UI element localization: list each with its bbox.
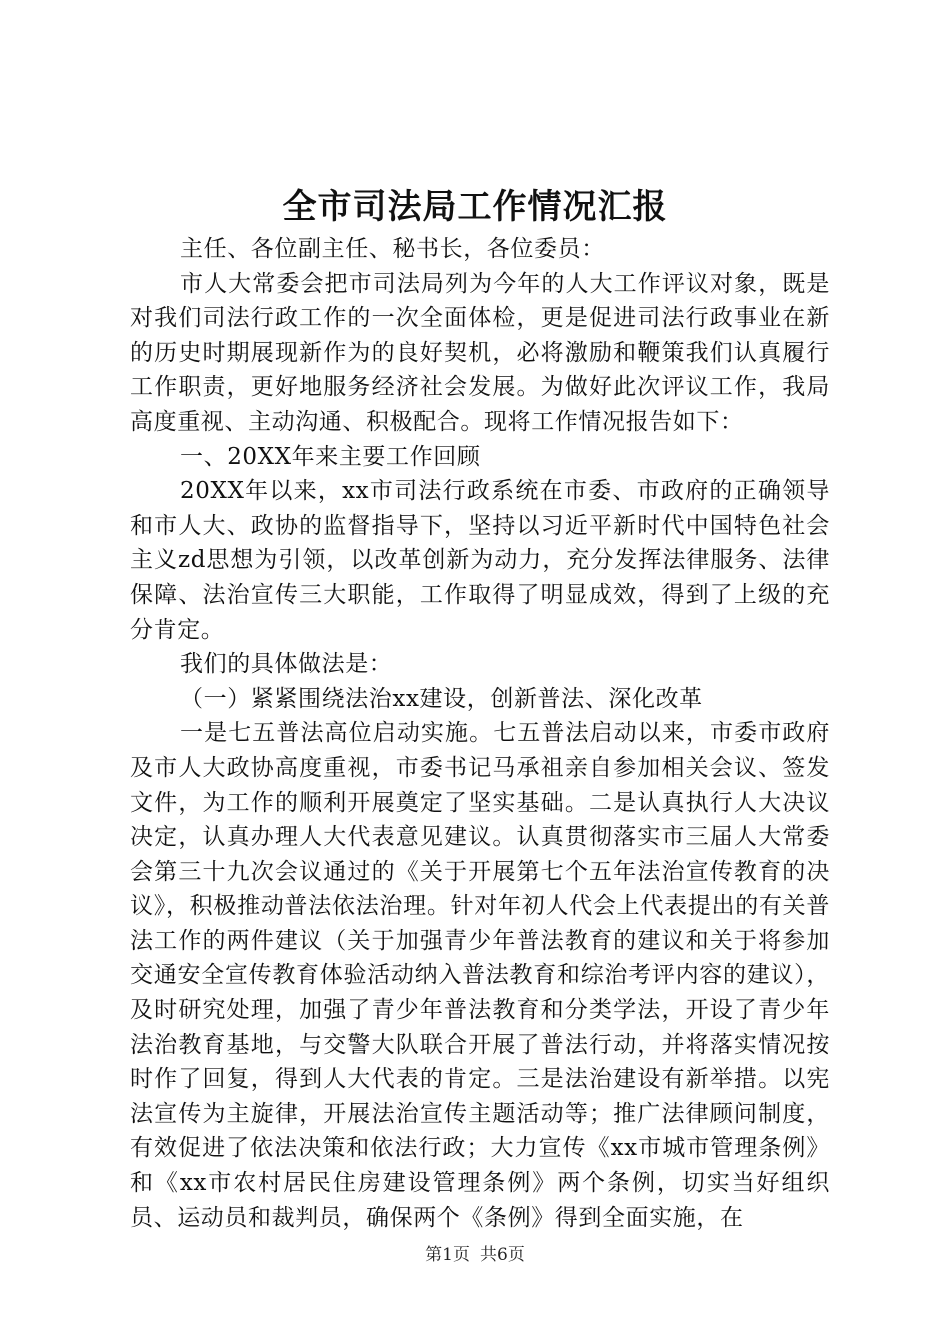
page-footer <box>0 1243 950 1267</box>
page-number: 第1页 <box>425 1245 470 1265</box>
overview-paragraph: 20XX年以来，xx市司法行政系统在市委、市政府的正确领导和市人大、政协的监督指导下，坚持以习近平新时代中国特色社会主义zd思想为引领，以改革创新为动力，充分发挥法律服务、法律保障、法治宣传三大职能，工作取得了明显成效，得到了上级的充分肯定。 <box>130 478 830 643</box>
page-total: 共6页 <box>480 1245 525 1265</box>
method-intro-paragraph: 我们的具体做法是： <box>180 651 393 678</box>
document-title: 全市司法局工作情况汇报 <box>282 187 668 227</box>
intro-paragraph: 市人大常委会把市司法局列为今年的人大工作评议对象，既是对我们司法行政工作的一次全面体检，更是促进司法行政事业在新的历史时期展现新作为的良好契机，必将激励和鞭策我们认真履行工作职责，更好地服务经济社会发展。为做好此次评议工作，我局高度重视、主动沟通、积极配合。现将工作情况报告如下： <box>130 270 830 435</box>
subsection-heading: （一）紧紧围绕法治xx建设，创新普法、深化改革 <box>180 685 703 712</box>
salutation-paragraph: 主任、各位副主任、秘书长，各位委员： <box>180 236 605 262</box>
document-body <box>130 232 830 1235</box>
section-heading: 一、20XX年来主要工作回顾 <box>180 443 481 470</box>
detail-paragraph: 一是七五普法高位启动实施。七五普法启动以来，市委市政府及市人大政协高度重视，市委书记马承祖亲自参加相关会议、签发文件，为工作的顺利开展奠定了坚实基础。二是认真执行人大决议决定，认真办理人大代表意见建议。认真贯彻落实市三届人大常委会第三十九次会议通过的《关于开展第七个五年法治宣传教育的决议》，积极推动普法依法治理。针对年初人代会上代表提出的有关普法工作的两件建议（关于加强青少年普法教育的建议和关于将参加交通安全宣传教育体验活动纳入普法教育和综治考评内容的建议），及时研究处理，加强了青少年普法教育和分类学法，开设了青少年法治教育基地，与交警大队联合开展了普法行动，并将落实情况按时作了回复，得到人大代表的肯定。三是法治建设有新举措。以宪法宣传为主旋律，开展法治宣传主题活动等；推广法律顾问制度，有效促进了依法决策和依法行政；大力宣传《xx市城市管理条例》和《xx市农村居民住房建设管理条例》两个条例，切实当好组织员、运动员和裁判员，确保两个《条例》得到全面实施，在 <box>130 720 830 1231</box>
